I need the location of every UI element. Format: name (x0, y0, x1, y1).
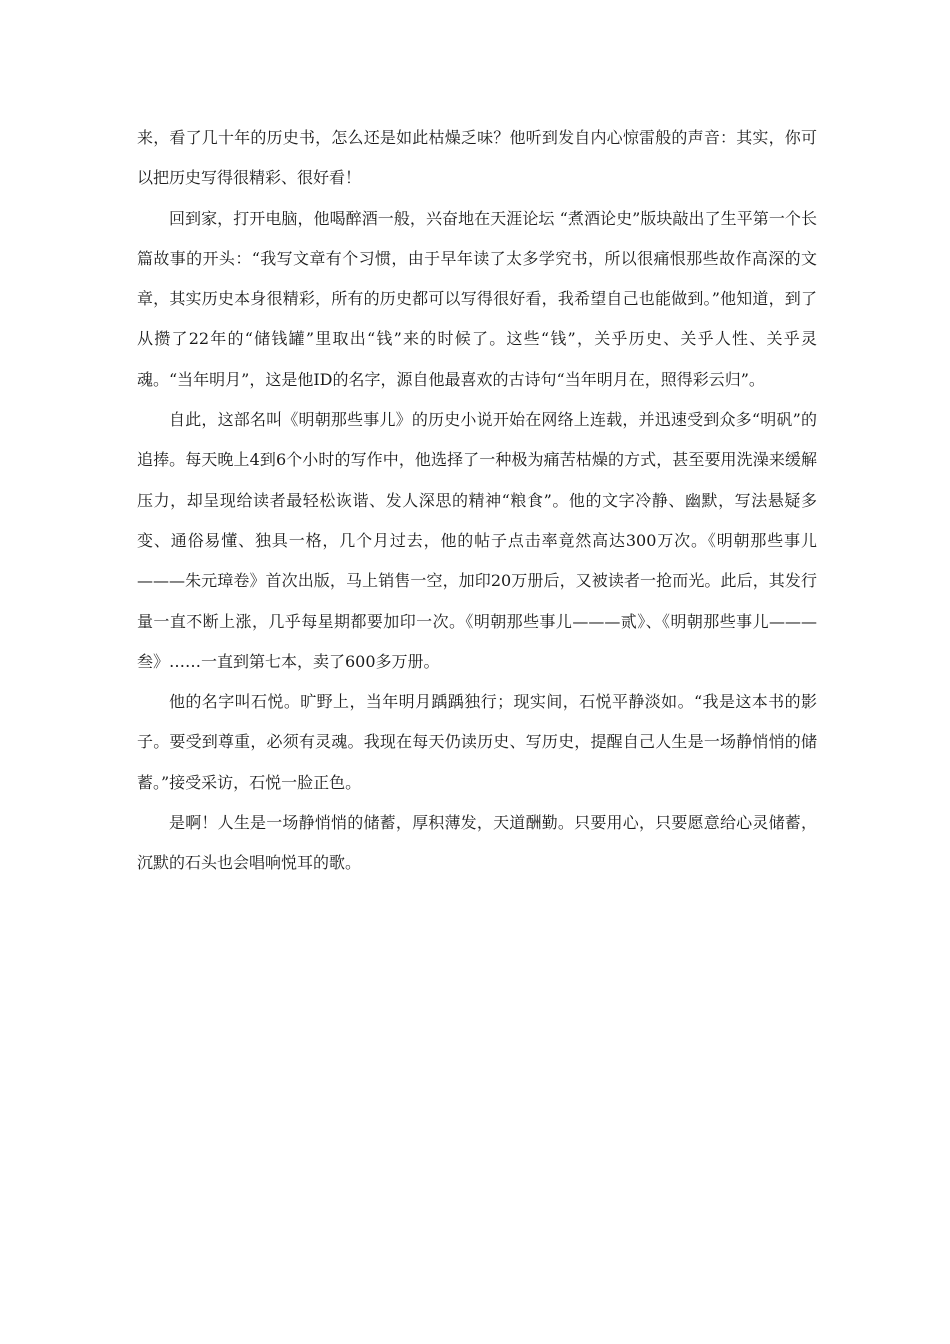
paragraph-5: 是啊！人生是一场静悄悄的储蓄，厚积薄发，天道酬勤。只要用心，只要愿意给心灵储蓄，沉默的石头也会唱响悦耳的歌。 (137, 813, 817, 873)
paragraph-2: 回到家，打开电脑，他喝醉酒一般，兴奋地在天涯论坛 “煮酒论史”版块敲出了生平第一个长篇故事的开头：“我写文章有个习惯，由于早年读了太多学究书，所以很痛恨那些故作高深的文章，其实历史本身很精彩，所有的历史都可以写得很好看，我希望自己也能做到。”他知道，到了从攒了22年的“储钱罐”里取出“钱”来的时候了。这些“钱”，关乎历史、关乎人性、关乎灵魂。“当年明月”，这是他ID的名字，源自他最喜欢的古诗句“当年明月在，照得彩云归”。 (137, 208, 817, 389)
paragraph-3: 自此，这部名叫《明朝那些事儿》的历史小说开始在网络上连载，并迅速受到众多“明矾”的追捧。每天晚上4到6个小时的写作中，他选择了一种极为痛苦枯燥的方式，甚至要用洗澡来缓解压力，却呈现给读者最轻松诙谐、发人深思的精神“粮食”。他的文字冷静、幽默，写法悬疑多变、通俗易懂、独具一格，几个月过去，他的帖子点击率竟然高达300万次。《明朝那些事儿———朱元璋卷》首次出版，马上销售一空，加印20万册后，又被读者一抢而光。此后，其发行量一直不断上涨，几乎每星期都要加印一次。《明朝那些事儿———贰》、《明朝那些事儿———叁》……一直到第七本，卖了600多万册。 (137, 410, 817, 671)
paragraph-4: 他的名字叫石悦。旷野上，当年明月踽踽独行；现实间，石悦平静淡如。“我是这本书的影子。要受到尊重，必须有灵魂。我现在每天仍读历史、写历史，提醒自己人生是一场静悄悄的储蓄。”接受采访，石悦一脸正色。 (137, 692, 817, 792)
paragraph-1: 来，看了几十年的历史书，怎么还是如此枯燥乏味？他听到发自内心惊雷般的声音：其实，你可以把历史写得很精彩、很好看！ (137, 128, 817, 188)
article-body (137, 118, 817, 884)
